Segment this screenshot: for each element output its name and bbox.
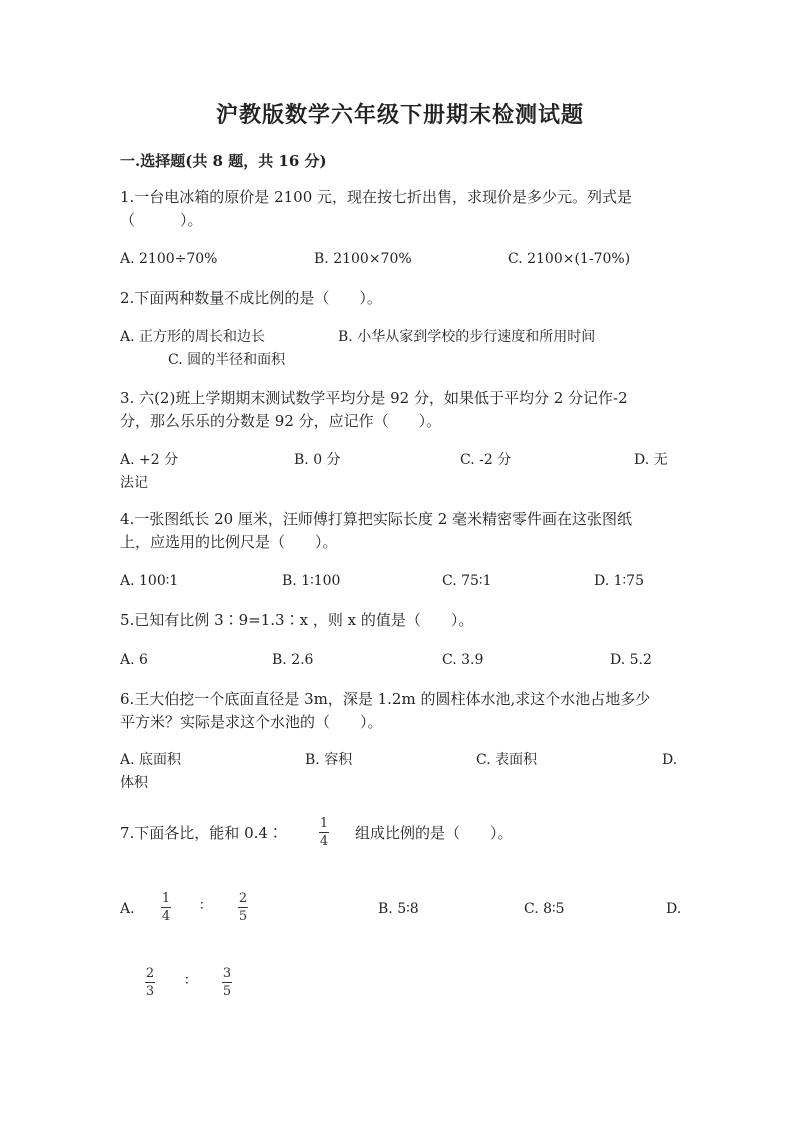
question-5-text: 5.已知有比例 3∶9=1.3∶x ，则 x 的值是（ ）。 xyxy=(120,611,474,629)
question-5 xyxy=(120,609,680,632)
question-3 xyxy=(120,387,680,433)
question-4 xyxy=(120,508,680,554)
question-7-text-after: 组成比例的是（ ）。 xyxy=(355,824,513,842)
fraction-denominator: 3 xyxy=(145,984,155,999)
q6-option-d-continued: 体积 xyxy=(120,775,148,791)
question-4-line-2: 上，应选用的比例尺是（ ）。 xyxy=(120,533,338,551)
q4-option-d[interactable]: D. 1∶75 xyxy=(594,573,644,589)
question-7-text-before: 7.下面各比，能和 0.4∶ xyxy=(120,824,283,842)
q6-option-b[interactable]: B. 容积 xyxy=(305,752,353,768)
question-6-line-1: 6.王大伯挖一个底面直径是 3m，深是 1.2m 的圆柱体水池,求这个水池占地多少 xyxy=(120,690,651,708)
q3-option-c[interactable]: C. -2 分 xyxy=(460,452,512,468)
q7-option-d[interactable]: D. xyxy=(666,901,682,917)
q3-option-d-continued: 法记 xyxy=(120,475,148,491)
q1-option-c[interactable]: C. 2100×(1-70%) xyxy=(508,251,631,267)
question-1-line-1: 1.一台电冰箱的原价是 2100 元，现在按七折出售，求现价是多少元。列式是 xyxy=(120,188,633,206)
q7-option-a-colon: ∶ xyxy=(200,898,204,914)
q3-option-b[interactable]: B. 0 分 xyxy=(294,452,341,468)
q7-option-c[interactable]: C. 8∶5 xyxy=(524,901,565,917)
q5-option-c[interactable]: C. 3.9 xyxy=(442,652,484,668)
q3-option-d[interactable]: D. 无 xyxy=(634,452,668,468)
q2-option-a[interactable]: A. 正方形的周长和边长 xyxy=(120,329,266,345)
q5-option-d[interactable]: D. 5.2 xyxy=(610,652,652,668)
q7-option-a-fraction-1 xyxy=(161,891,171,924)
q3-option-a[interactable]: A. +2 分 xyxy=(120,452,179,468)
question-6-line-2: 平方米？实际是求这个水池的（ ）。 xyxy=(120,713,383,731)
q5-option-b[interactable]: B. 2.6 xyxy=(272,652,314,668)
fraction-numerator: 2 xyxy=(238,891,248,906)
fraction-numerator: 3 xyxy=(222,966,232,981)
q6-option-d[interactable]: D. xyxy=(662,752,678,768)
q2-option-c[interactable]: C. 圆的半径和面积 xyxy=(168,352,286,368)
fraction-denominator: 5 xyxy=(222,984,232,999)
q4-option-a[interactable]: A. 100∶1 xyxy=(120,573,179,589)
question-3-line-1: 3. 六(2)班上学期期末测试数学平均分是 92 分，如果低于平均分 2 分记作-2 xyxy=(120,389,628,407)
q4-option-c[interactable]: C. 75∶1 xyxy=(442,573,492,589)
question-1-line-2: （ ）。 xyxy=(120,211,203,229)
question-2 xyxy=(120,287,680,310)
question-4-line-1: 4.一张图纸长 20 厘米，汪师傅打算把实际长度 2 毫米精密零件画在这张图纸 xyxy=(120,510,633,528)
question-3-line-2: 分，那么乐乐的分数是 92 分，应记作（ ）。 xyxy=(120,412,442,430)
fraction-numerator: 1 xyxy=(161,891,171,906)
q4-option-b[interactable]: B. 1∶100 xyxy=(282,573,341,589)
question-6 xyxy=(120,688,680,734)
page-title: 沪教版数学六年级下册期末检测试题 xyxy=(215,102,584,128)
q2-option-b[interactable]: B. 小华从家到学校的步行速度和所用时间 xyxy=(338,329,596,345)
q1-option-b[interactable]: B. 2100×70% xyxy=(314,251,412,267)
q6-option-c[interactable]: C. 表面积 xyxy=(476,752,538,768)
section-heading: 一.选择题(共 8 题，共 16 分) xyxy=(120,152,327,170)
q7-option-d-fraction-2 xyxy=(222,966,232,999)
q7-option-a[interactable]: A. xyxy=(120,901,135,917)
fraction-denominator: 4 xyxy=(319,834,329,849)
fraction-numerator: 1 xyxy=(319,816,329,831)
q1-option-a[interactable]: A. 2100÷70% xyxy=(120,251,218,267)
fraction-numerator: 2 xyxy=(145,966,155,981)
q7-option-d-colon: ∶ xyxy=(185,973,189,989)
question-1 xyxy=(120,186,680,232)
q5-option-a[interactable]: A. 6 xyxy=(120,652,148,668)
fraction-denominator: 4 xyxy=(161,909,171,924)
q7-fraction xyxy=(319,816,329,849)
q7-option-b[interactable]: B. 5∶8 xyxy=(378,901,419,917)
question-2-text: 2.下面两种数量不成比例的是（ ）。 xyxy=(120,289,382,307)
q7-option-a-fraction-2 xyxy=(238,891,248,924)
q7-option-d-fraction-1 xyxy=(145,966,155,999)
fraction-denominator: 5 xyxy=(238,909,248,924)
q6-option-a[interactable]: A. 底面积 xyxy=(120,752,182,768)
